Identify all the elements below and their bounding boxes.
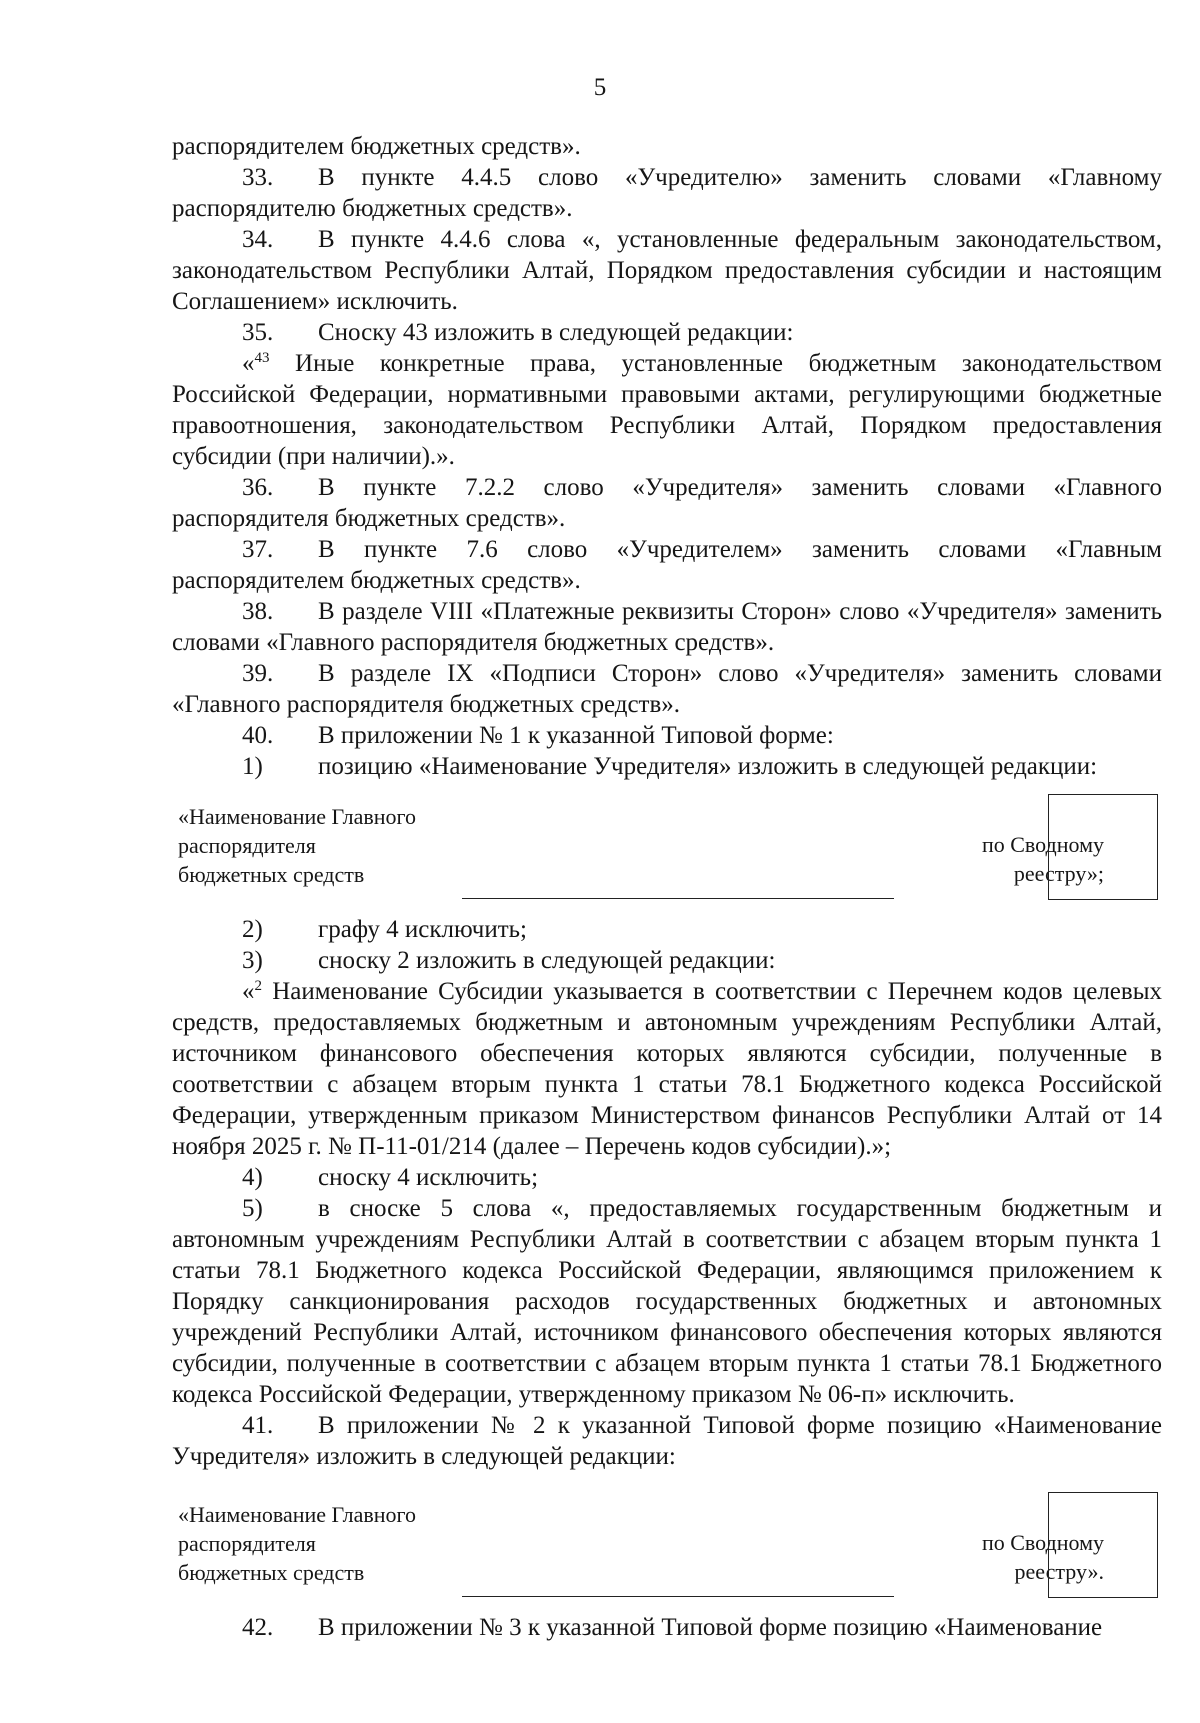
- item-number: 34.: [242, 226, 274, 253]
- item-number: 33.: [242, 164, 274, 191]
- item-number: 5): [242, 1195, 263, 1222]
- paragraph: [172, 224, 1162, 317]
- page-number: 5: [593, 74, 607, 101]
- paragraph: [172, 658, 1162, 720]
- item-number: 39.: [242, 660, 274, 687]
- paragraph: [172, 1410, 1162, 1472]
- paragraph-text: сноску 2 изложить в следующей редакции:: [318, 947, 776, 974]
- item-number: 3): [242, 947, 263, 974]
- item-number: 35.: [242, 319, 274, 346]
- paragraph: [172, 534, 1162, 596]
- paragraph-text: В разделе IX «Подписи Сторон» слово «Учредителя» заменить словами «Главного распорядителя бюджетных средств».: [172, 660, 1162, 718]
- form-block-1-code-box: [1048, 794, 1158, 900]
- item-number: 1): [242, 753, 263, 780]
- document-body: [172, 131, 1162, 1643]
- paragraph: [172, 472, 1162, 534]
- paragraph: [172, 751, 1162, 782]
- paragraph: [172, 914, 1162, 945]
- form-block-2-code-box: [1048, 1492, 1158, 1598]
- item-number: 2): [242, 916, 263, 943]
- paragraph-text: В разделе VIII «Платежные реквизиты Сторон» слово «Учредителя» заменить словами «Главного распорядителя бюджетных средств».: [172, 598, 1162, 656]
- item-number: 37.: [242, 536, 274, 563]
- paragraph: [172, 1193, 1162, 1410]
- paragraph-text: сноску 4 исключить;: [318, 1164, 539, 1191]
- paragraph: [172, 317, 1162, 348]
- paragraph: [172, 945, 1162, 976]
- item-number: 38.: [242, 598, 274, 625]
- paragraph-text: В приложении № 2 к указанной Типовой форме позицию «Наименование Учредителя» изложить в следующей редакции:: [172, 1412, 1162, 1470]
- paragraph-text: В пункте 4.4.6 слова «, установленные федеральным законодательством, законодательством Республики Алтай, Порядком предоставления субсидии и настоящим Соглашением» исключить.: [172, 226, 1162, 315]
- paragraph-text: В пункте 7.6 слово «Учредителем» заменить словами «Главным распорядителем бюджетных средств».: [172, 536, 1162, 594]
- paragraph-text: В пункте 7.2.2 слово «Учредителя» заменить словами «Главного распорядителя бюджетных средств».: [172, 474, 1162, 532]
- paragraph: [172, 720, 1162, 751]
- form-block-1-underline: [462, 898, 894, 899]
- paragraph-text: позицию «Наименование Учредителя» изложить в следующей редакции:: [318, 753, 1098, 780]
- paragraph-text: Сноску 43 изложить в следующей редакции:: [318, 319, 794, 346]
- form-block-1-registry-label: по Сводному реестру»;: [981, 832, 1104, 886]
- form-block-2-label: «Наименование Главного распорядителя бюджетных средств: [178, 1502, 417, 1585]
- paragraph: [172, 596, 1162, 658]
- paragraph-text: В пункте 4.4.5 слово «Учредителю» заменить словами «Главному распорядителю бюджетных средств».: [172, 164, 1162, 222]
- item-number: 42.: [242, 1614, 274, 1641]
- paragraph-text: В приложении № 3 к указанной Типовой форме позицию «Наименование: [318, 1614, 1103, 1641]
- paragraph: [172, 162, 1162, 224]
- form-block-2-registry-label: по Сводному реестру».: [981, 1530, 1104, 1584]
- paragraph-text: распорядителем бюджетных средств».: [172, 133, 581, 160]
- footnote-2-text: «$^2$ Наименование Субсидии указывается в соответствии с Перечнем кодов целевых средств, предоставляемых бюджетным и автономным учреждениям Республики Алтай, источником финансового обеспечения которых являются субсидии, полученные в соответствии с абзацем вторым пункта 1 статьи 78.1 Бюджетного кодекса Российской Федерации, утвержденным приказом Министерством финансов Республики Алтай от 14 ноября 2025 г. № П-11-01/214 (далее – Перечень кодов субсидии).»;: [172, 978, 1162, 1160]
- form-block-1-label: «Наименование Главного распорядителя бюджетных средств: [178, 804, 417, 887]
- form-block-2: [172, 1494, 1162, 1612]
- item-number: 36.: [242, 474, 274, 501]
- paragraph: [172, 1612, 1162, 1643]
- item-number: 4): [242, 1164, 263, 1191]
- footnote-43-text: «$^{43}$ Иные конкретные права, установленные бюджетным законодательством Российской Федерации, нормативными правовыми актами, регулирующими бюджетные правоотношения, законодательством Республики Алтай, Порядком предоставления субсидии (при наличии).».: [172, 350, 1162, 470]
- item-number: 41.: [242, 1412, 274, 1439]
- paragraph-text: графу 4 исключить;: [318, 916, 527, 943]
- form-block-2-underline: [462, 1596, 894, 1597]
- form-block-1: [172, 796, 1162, 914]
- paragraph-text: В приложении № 1 к указанной Типовой форме:: [318, 722, 834, 749]
- paragraph: [172, 1162, 1162, 1193]
- item-number: 40.: [242, 722, 274, 749]
- paragraph-text: в сноске 5 слова «, предоставляемых государственным бюджетным и автономным учреждениям Республики Алтай в соответствии с абзацем вторым пункта 1 статьи 78.1 Бюджетного кодекса Российской Федерации, являющимся приложением к Порядку санкционирования расходов государственных бюджетных и автономных учреждений Республики Алтай, источником финансового обеспечения которых являются субсидии, полученные в соответствии с абзацем вторым пункта 1 статьи 78.1 Бюджетного кодекса Российской Федерации, утвержденному приказом № 06-п» исключить.: [172, 1195, 1162, 1408]
- paragraph: [172, 131, 1162, 162]
